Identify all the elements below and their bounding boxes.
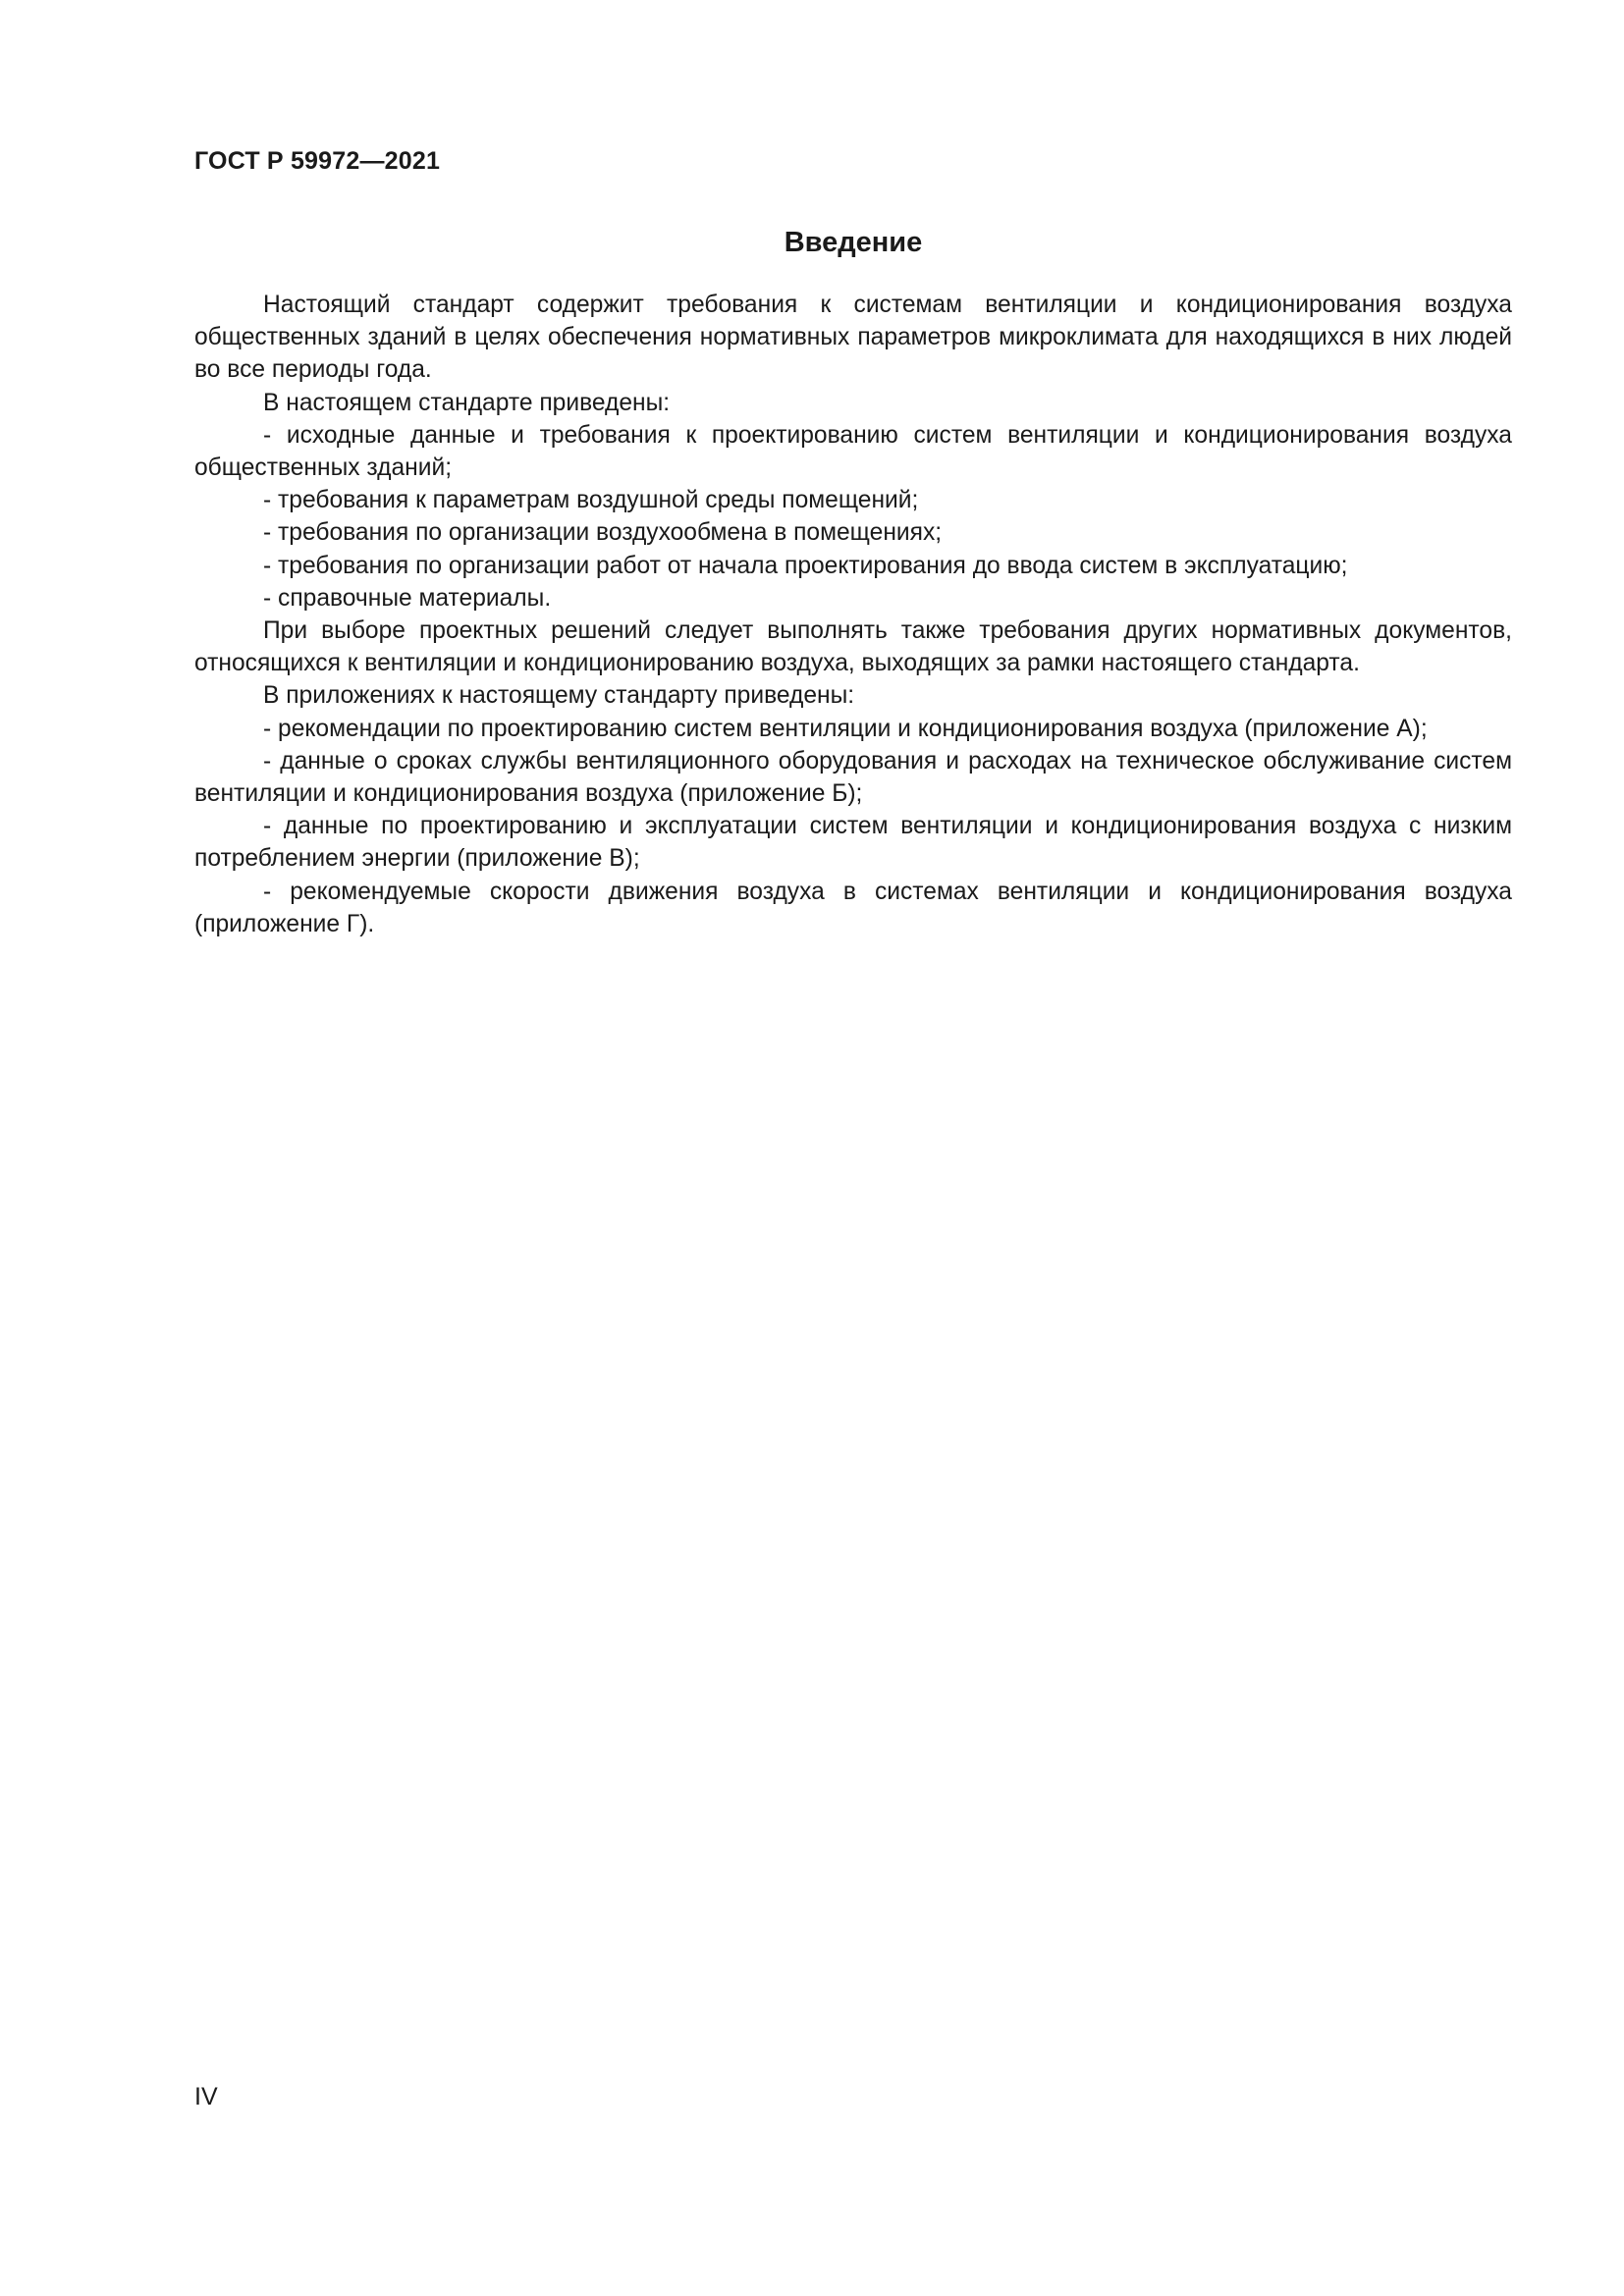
paragraph: В настоящем стандарте приведены: xyxy=(263,389,671,416)
list-item: - данные по проектированию и эксплуатации систем вентиляции и кондиционирования воздуха с низким потреблением энергии (приложение В); xyxy=(194,813,1512,873)
list-item: - рекомендации по проектированию систем вентиляции и кондиционирования воздуха (приложение А); xyxy=(263,715,1428,742)
paragraph: В приложениях к настоящему стандарту приведены: xyxy=(263,682,855,710)
list-item: - требования к параметрам воздушной среды помещений; xyxy=(263,487,919,514)
list-item: - требования по организации работ от начала проектирования до ввода систем в эксплуатацию; xyxy=(263,552,1348,579)
page-number: IV xyxy=(194,2083,218,2110)
body-text xyxy=(194,289,1512,940)
paragraph: При выборе проектных решений следует выполнять также требования других нормативных документов, относящихся к вентиляции и кондиционированию воздуха, выходящих за рамки настоящего стандарта. xyxy=(194,617,1512,677)
list-item: - справочные материалы. xyxy=(263,584,552,612)
section-title: Введение xyxy=(784,227,923,258)
paragraph: Настоящий стандарт содержит требования к системам вентиляции и кондиционирования воздуха общественных зданий в целях обеспечения нормативных параметров микроклимата для находящихся в них людей во все периоды года. xyxy=(194,292,1512,384)
list-item: - исходные данные и требования к проектированию систем вентиляции и кондиционирования воздуха общественных зданий; xyxy=(194,421,1512,482)
list-item: - рекомендуемые скорости движения воздуха в системах вентиляции и кондиционирования воздуха (приложение Г). xyxy=(194,878,1512,937)
document-code: ГОСТ Р 59972—2021 xyxy=(194,147,441,175)
list-item: - требования по организации воздухообмена в помещениях; xyxy=(263,519,943,547)
list-item: - данные о сроках службы вентиляционного оборудования и расходах на техническое обслуживание систем вентиляции и кондиционирования воздуха (приложение Б); xyxy=(194,747,1512,808)
